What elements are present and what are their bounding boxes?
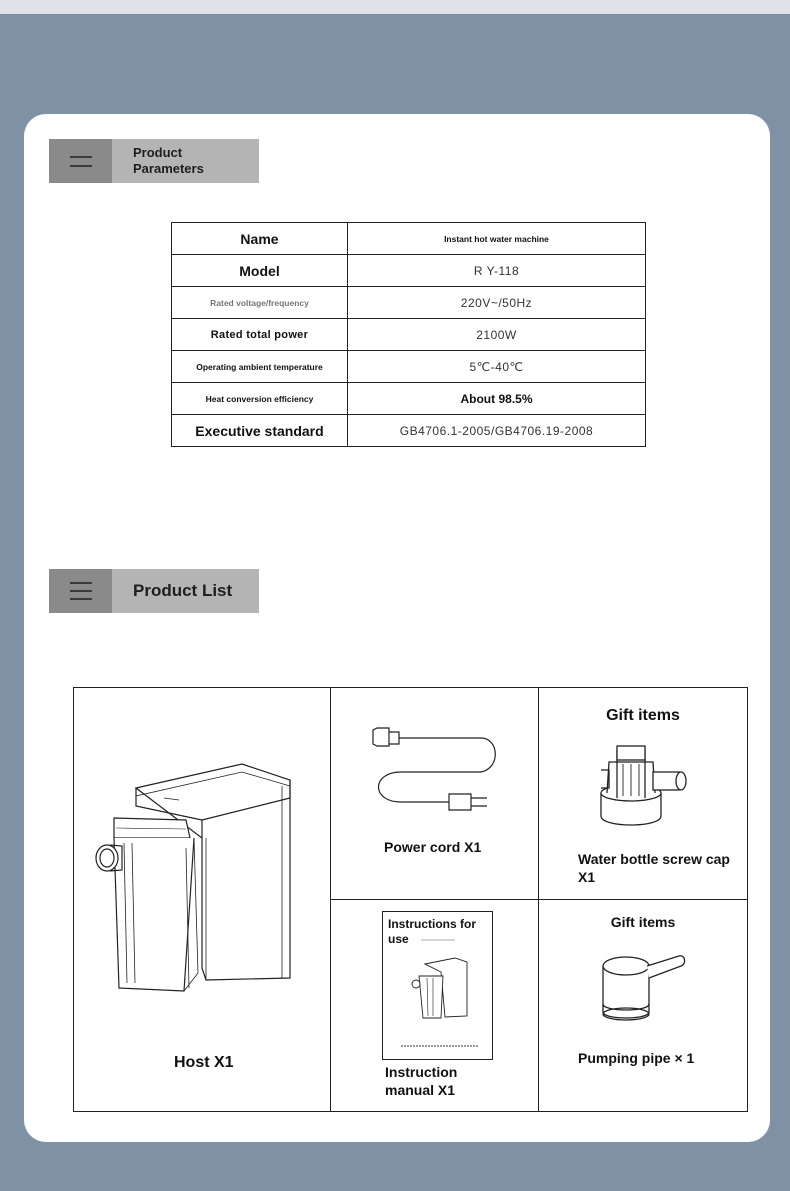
menu-lines-icon <box>49 139 112 183</box>
table-row <box>172 351 646 383</box>
content-card <box>24 114 770 1142</box>
pumping-pipe-illustration <box>539 900 747 1111</box>
param-label-name: Name <box>172 223 348 255</box>
product-parameters-title: Product Parameters <box>133 145 204 176</box>
power-cord-illustration <box>331 688 539 900</box>
menu-lines-icon <box>49 569 112 613</box>
manual-booklet <box>382 911 493 1060</box>
param-value-efficiency: About 98.5% <box>348 383 646 415</box>
gift-items-heading: Gift items <box>610 914 676 930</box>
power-cord-label: Power cord X1 <box>384 839 482 855</box>
param-value-power: 2100W <box>348 319 646 351</box>
param-value-model: R Y-118 <box>348 255 646 287</box>
param-label-power: Rated total power <box>172 319 348 351</box>
param-label-standard: Executive standard <box>172 415 348 447</box>
screw-cap-label: Water bottle screw cap X1 <box>578 851 730 885</box>
param-value-name: Instant hot water machine <box>348 223 646 255</box>
table-row <box>172 287 646 319</box>
table-row <box>172 223 646 255</box>
manual-machine-thumbnail <box>383 912 494 1061</box>
item-host <box>74 688 331 1111</box>
table-row <box>172 319 646 351</box>
product-list-header <box>49 569 259 613</box>
pumping-pipe-label: Pumping pipe × 1 <box>578 1050 695 1066</box>
product-list-title: Product List <box>133 581 233 600</box>
top-strip <box>0 0 790 14</box>
instruction-manual-label: Instruction manual X1 <box>385 1064 458 1098</box>
param-label-efficiency: Heat conversion efficiency <box>172 383 348 415</box>
param-value-standard: GB4706.1-2005/GB4706.19-2008 <box>348 415 646 447</box>
product-parameters-header <box>49 139 259 183</box>
param-value-voltage: 220V~/50Hz <box>348 287 646 319</box>
table-row <box>172 383 646 415</box>
param-label-voltage: Rated voltage/frequency <box>172 287 348 319</box>
parameters-table <box>171 222 646 447</box>
water-machine-illustration <box>74 688 331 1111</box>
manual-booklet-title: Instructions for use <box>388 917 477 946</box>
item-pumping-pipe <box>539 900 747 1111</box>
host-label: Host X1 <box>174 1054 234 1071</box>
gift-items-heading: Gift items <box>606 707 680 724</box>
item-water-bottle-cap <box>539 688 747 900</box>
product-list-grid <box>73 687 748 1112</box>
param-label-model: Model <box>172 255 348 287</box>
table-row <box>172 255 646 287</box>
table-row <box>172 415 646 447</box>
item-instruction-manual <box>331 900 539 1111</box>
item-power-cord <box>331 688 539 900</box>
param-value-temperature: 5℃-40℃ <box>348 351 646 383</box>
param-label-temperature: Operating ambient temperature <box>172 351 348 383</box>
